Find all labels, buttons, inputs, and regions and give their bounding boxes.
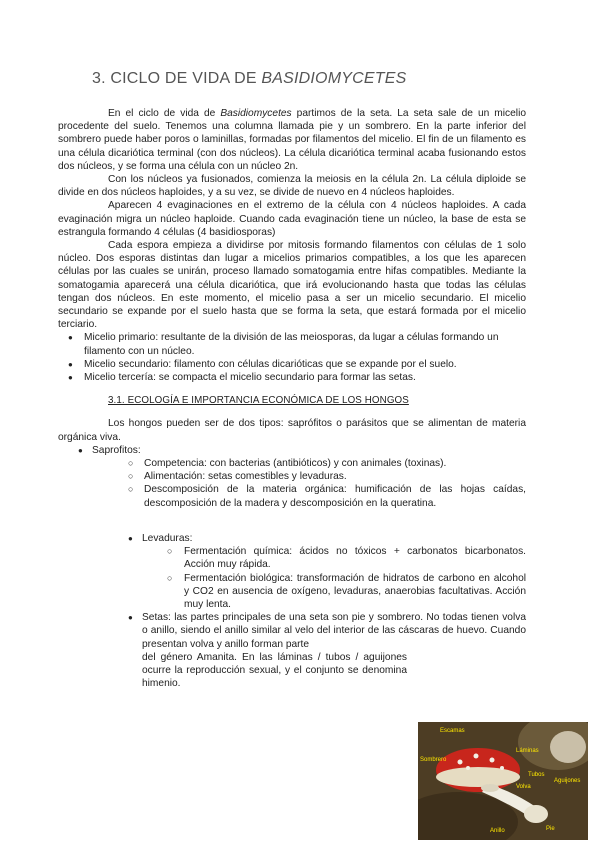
section-title [92, 70, 406, 88]
list-item: ○ Alimentación: setas comestibles y levaduras. [58, 470, 526, 483]
p1-text-a: En el ciclo de vida de [108, 108, 221, 119]
list-item: ● Micelio primario: resultante de la división de las meiosporas, da lugar a células formando un filamento con un núcleo. [58, 331, 526, 357]
p1-text-b: partimos de la seta. La seta sale de un micelio procedente del suelo. Tenemos una columna llamada pie y un sombrero. En la parte inferior del sombrero puede haber poros o laminillas, formadas por filamentos del micelio. El fin de un filamento es una célula dicariótica terminal (con dos núcleos). La célula dicariótica terminal acaba fusionando estos dos núcleos, y se forma una célula con un núcleo 2n. [58, 108, 527, 172]
list-item: ○ Descomposición de la materia orgánica: humificación de las hojas caídas, descomposición de la madera y descomposición en la queratina. [58, 483, 526, 509]
paragraph-1 [58, 107, 526, 173]
list-item-levaduras: ● Levaduras: [58, 532, 526, 545]
label-escamas: Escamas [440, 728, 465, 734]
label-aguijones: Aguijones [554, 778, 581, 784]
subsection-title: 3.1. ECOLOGÍA E IMPORTANCIA ECONÓMICA DE LOS HONGOS [108, 395, 409, 407]
list-item-setas [58, 611, 526, 690]
paragraph-3: Aparecen 4 evaginaciones en el extremo de la célula con 4 núcleos haploides. A cada evaginación migra un núcleo haploide. Cuando cada evaginación tiene un núcleo, la base de esta se estrangula formando 4 células (4 basidiosporas) [58, 200, 526, 238]
document-body [58, 107, 526, 690]
label-anillo: Anillo [490, 828, 505, 834]
paragraph-4: Cada espora empieza a dividirse por mitosis formando filamentos con células de 1 solo núcleo. Dos esporas distintas dan lugar a micelios primarios compatibles, a los que les aparecen células por las cuales se unirán, proceso llamado somatogamia entre hifas compatibles. Mediante la somatogamia aparecerá una célula dicariótica, que irá evolucionando hasta que todas las células tengan dos núcleos. En este momento, el micelio pasa a ser un micelio secundario. El micelio secundario se expande por el suelo hasta que se forma la seta, que estará formada por el micelio terciario. [58, 240, 526, 331]
list-item-saprofitos: ● Saprofitos: [58, 444, 526, 457]
list-item: ● Micelio tercería: se compacta el micelio secundario para formar las setas. [58, 371, 526, 384]
label-pie: Pie [546, 826, 555, 832]
title-italic: BASIDIOMYCETES [261, 70, 407, 87]
intro-paragraph: Los hongos pueden ser de dos tipos: saprófitos o parásitos que se alimentan de materia orgánica viva. [58, 418, 526, 443]
p1-italic: Basidiomycetes [220, 108, 292, 119]
label-tubos: Tubos [528, 772, 545, 778]
setas-text-narrow: del género Amanita. En las láminas / tubos / aguijones ocurre la reproducción sexual, y el conjunto se denomina himenio. [142, 651, 407, 690]
list-item: ● Micelio secundario: filamento con células dicarióticas que se expande por el suelo. [58, 358, 526, 371]
paragraph-2: Con los núcleos ya fusionados, comienza la meiosis en la célula 2n. La célula diploide se divide en dos núcleos haploides, y a su vez, se divide de nuevo en 4 núcleos haploides. [58, 174, 526, 199]
title-number: 3. CICLO DE VIDA DE [92, 70, 262, 87]
setas-text: ● Setas: las partes principales de una seta son pie y sombrero. No todas tienen volva o anillo, siendo el anillo similar al velo del interior de las cáscaras de huevo. Cuando presentan volva y anillo forman parte [142, 612, 526, 650]
label-sombrero: Sombrero [420, 757, 447, 763]
mushroom-photo [418, 722, 588, 840]
label-laminas: Láminas [516, 748, 539, 754]
list-item: ○ Fermentación biológica: transformación de hidratos de carbono en alcohol y CO2 en ausencia de oxígeno, levaduras, anaerobias facultativas. Acción muy lenta. [58, 572, 526, 612]
list-item: ○ Competencia: con bacterias (antibióticos) y con animales (toxinas). [58, 457, 526, 470]
label-volva: Volva [516, 784, 531, 790]
list-item: ○ Fermentación química: ácidos no tóxicos + carbonatos bicarbonatos. Acción muy rápida. [58, 545, 526, 571]
mycelium-list [58, 331, 526, 384]
